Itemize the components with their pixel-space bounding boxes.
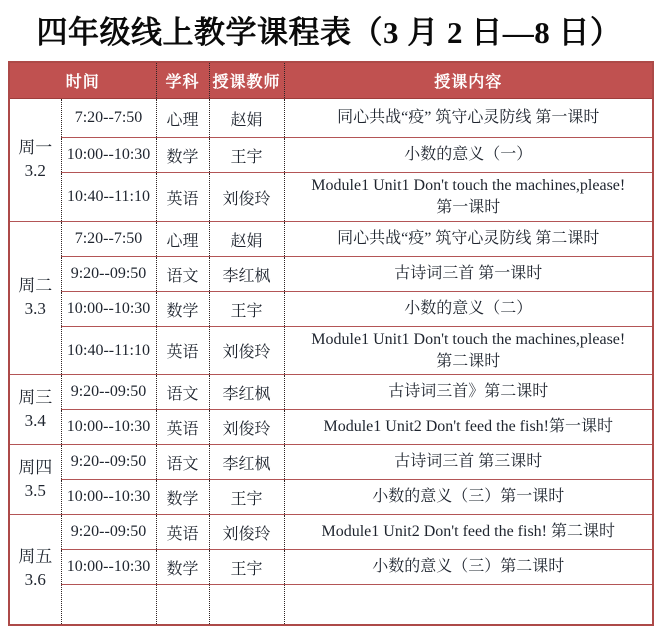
teacher-cell: 刘俊玲	[209, 327, 284, 375]
header-time: 时间	[9, 62, 156, 99]
subject-cell: 语文	[156, 375, 209, 410]
teacher-cell: 李红枫	[209, 375, 284, 410]
time-cell	[61, 585, 156, 625]
content-cell: 古诗词三首 第三课时	[284, 445, 653, 480]
time-cell: 9:20--09:50	[61, 257, 156, 292]
teacher-cell: 王宇	[209, 550, 284, 585]
day-date: 3.5	[24, 480, 46, 500]
day-label: 周一	[18, 138, 53, 158]
day-label: 周二	[18, 276, 53, 296]
time-cell: 7:20--7:50	[61, 99, 156, 138]
subject-cell: 语文	[156, 257, 209, 292]
day-date: 3.4	[24, 410, 46, 430]
content-line1: Module1 Unit1 Don't touch the machines,please!	[311, 177, 626, 195]
teacher-cell: 刘俊玲	[209, 410, 284, 445]
table-row	[9, 550, 653, 585]
content-line2: 第二课时	[436, 352, 501, 370]
subject-cell: 英语	[156, 515, 209, 550]
teacher-cell: 王宇	[209, 480, 284, 515]
time-cell: 9:20--09:50	[61, 445, 156, 480]
content-cell: 小数的意义（一）	[284, 138, 653, 173]
header-content: 授课内容	[284, 62, 653, 99]
time-cell: 10:00--10:30	[61, 480, 156, 515]
subject-cell: 数学	[156, 480, 209, 515]
table-row	[9, 375, 653, 410]
content-cell: 同心共战“疫” 筑守心灵防线 第一课时	[284, 99, 653, 138]
table-header	[9, 62, 653, 99]
content-cell: 古诗词三首》第二课时	[284, 375, 653, 410]
teacher-cell: 赵娟	[209, 99, 284, 138]
table-row-partial	[9, 585, 653, 625]
content-cell: 小数的意义（二）	[284, 292, 653, 327]
header-row	[9, 62, 653, 99]
teacher-cell: 李红枫	[209, 445, 284, 480]
subject-cell: 英语	[156, 327, 209, 375]
day-label: 周四	[18, 457, 53, 477]
day-cell-tuesday	[9, 222, 61, 375]
day-date: 3.3	[24, 299, 46, 318]
content-cell: 小数的意义（三）第二课时	[284, 550, 653, 585]
day-date: 3.6	[24, 570, 46, 590]
subject-cell: 心理	[156, 222, 209, 257]
day-label: 周三	[18, 387, 53, 407]
teacher-cell: 王宇	[209, 292, 284, 327]
time-cell: 10:00--10:30	[61, 550, 156, 585]
time-cell: 9:20--09:50	[61, 515, 156, 550]
day-date: 3.2	[24, 161, 46, 180]
subject-cell: 数学	[156, 138, 209, 173]
content-cell: Module1 Unit2 Don't feed the fish! 第二课时	[284, 515, 653, 550]
content-cell	[284, 585, 653, 625]
time-cell: 7:20--7:50	[61, 222, 156, 257]
header-teacher: 授课教师	[209, 62, 284, 99]
teacher-cell: 刘俊玲	[209, 515, 284, 550]
content-line2: 第一课时	[436, 199, 501, 216]
table-row	[9, 515, 653, 550]
table-row	[9, 99, 653, 138]
teacher-cell	[209, 585, 284, 625]
time-cell: 10:00--10:30	[61, 410, 156, 445]
header-subject: 学科	[156, 62, 209, 99]
table-row	[9, 257, 653, 292]
content-cell: 小数的意义（三）第一课时	[284, 480, 653, 515]
time-cell: 10:40--11:10	[61, 173, 156, 222]
subject-cell: 数学	[156, 292, 209, 327]
day-cell-friday	[9, 515, 61, 625]
day-cell-thursday	[9, 445, 61, 515]
table-row	[9, 292, 653, 327]
teacher-cell: 刘俊玲	[209, 173, 284, 222]
table-row	[9, 138, 653, 173]
table-row	[9, 222, 653, 257]
day-cell-wednesday	[9, 375, 61, 445]
subject-cell	[156, 585, 209, 625]
content-cell: Module1 Unit2 Don't feed the fish!第一课时	[284, 410, 653, 445]
day-cell-monday	[9, 99, 61, 222]
time-cell: 9:20--09:50	[61, 375, 156, 410]
table-row	[9, 445, 653, 480]
day-label: 周五	[18, 547, 53, 567]
time-cell: 10:00--10:30	[61, 138, 156, 173]
table-row	[9, 410, 653, 445]
subject-cell: 心理	[156, 99, 209, 138]
time-cell: 10:00--10:30	[61, 292, 156, 327]
content-cell	[284, 173, 653, 222]
teacher-cell: 李红枫	[209, 257, 284, 292]
subject-cell: 数学	[156, 550, 209, 585]
table-row	[9, 327, 653, 375]
page-title: 四年级线上教学课程表（3 月 2 日—8 日）	[36, 15, 622, 50]
teacher-cell: 赵娟	[209, 222, 284, 257]
table-body	[9, 99, 653, 625]
subject-cell: 英语	[156, 173, 209, 222]
content-cell: 同心共战“疫” 筑守心灵防线 第二课时	[284, 222, 653, 257]
teacher-cell: 王宇	[209, 138, 284, 173]
subject-cell: 语文	[156, 445, 209, 480]
table-row	[9, 480, 653, 515]
table-row	[9, 173, 653, 222]
content-cell	[284, 327, 653, 375]
content-cell: 古诗词三首 第一课时	[284, 257, 653, 292]
content-line1: Module1 Unit1 Don't touch the machines,please!	[311, 330, 626, 348]
subject-cell: 英语	[156, 410, 209, 445]
schedule-table	[8, 61, 654, 626]
time-cell: 10:40--11:10	[61, 327, 156, 375]
